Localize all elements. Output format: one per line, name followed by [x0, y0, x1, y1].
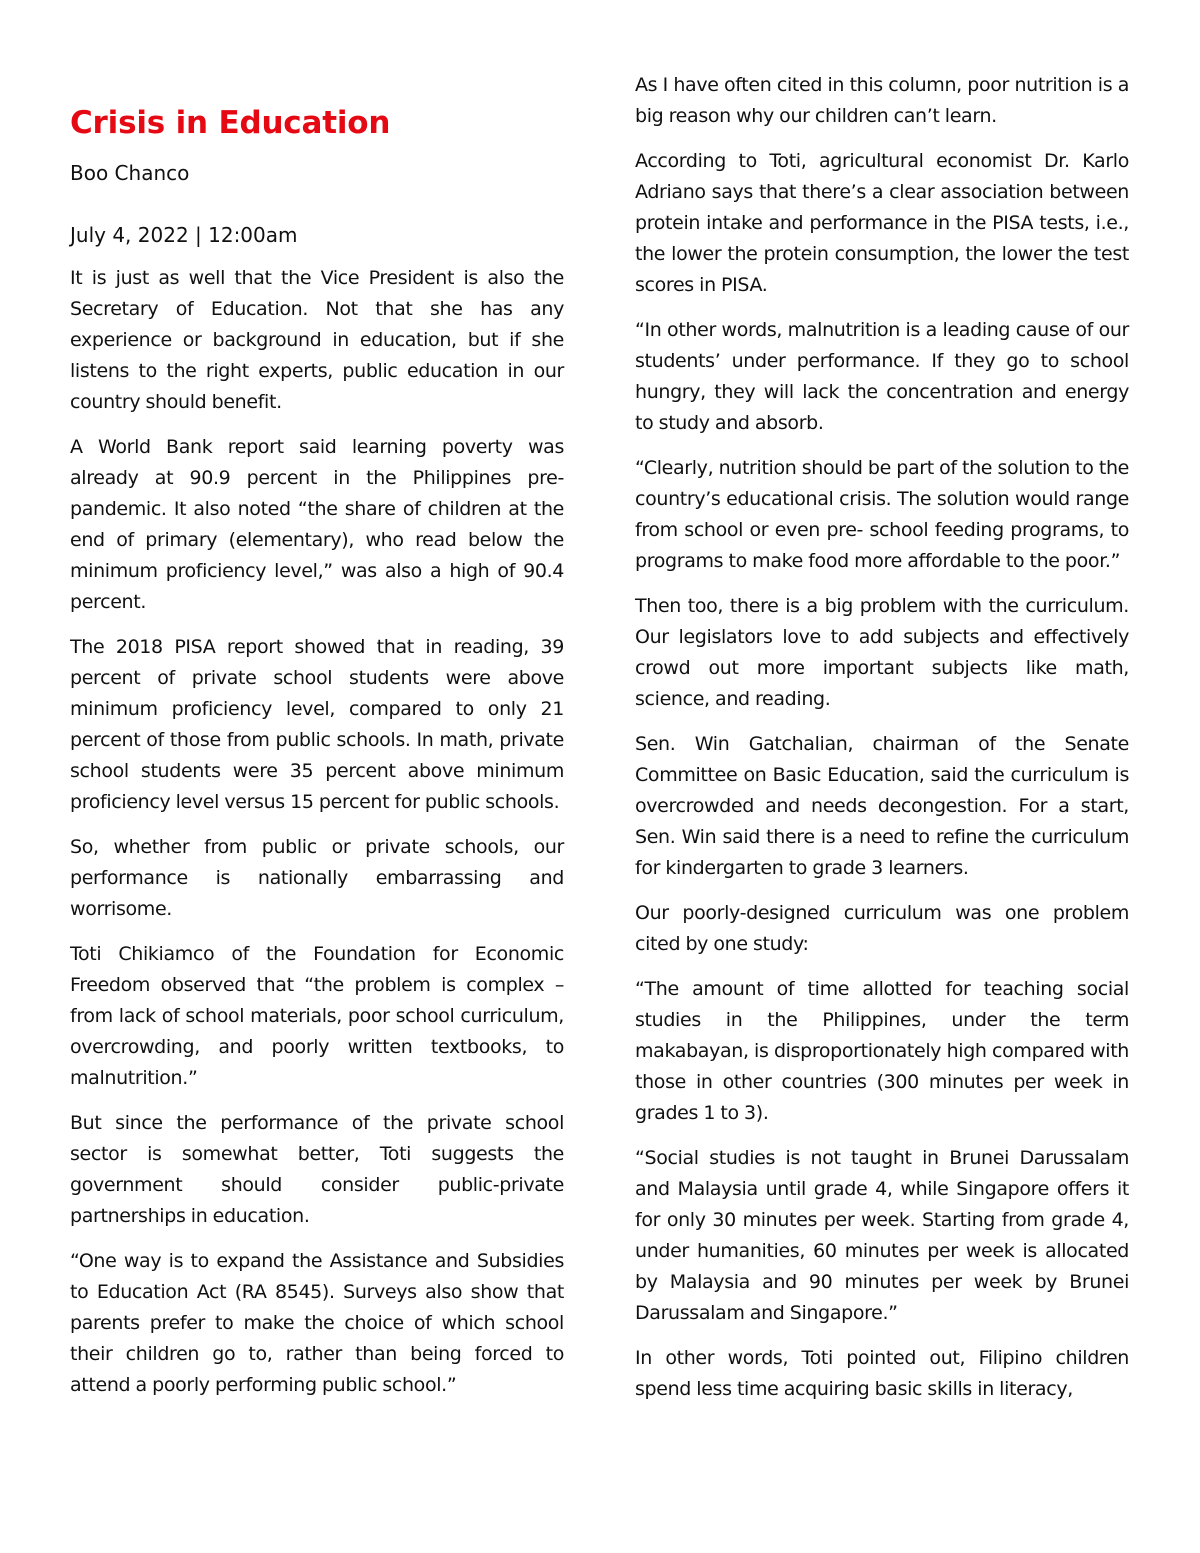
paragraph-nutrition-solution: “Clearly, nutrition should be part of the solution to the country’s educational crisis. The solution would range from school or even pre- school feeding programs, to programs to make food more affordable to the poor.”: [635, 457, 1129, 572]
paragraph-win-gatchalian: Sen. Win Gatchalian, chairman of the Senate Committee on Basic Education, said the curriculum is overcrowded and needs decongestion. For a start, Sen. Win said there is a need to refine the curriculum for kindergarten to grade 3 learners.: [635, 733, 1129, 879]
paragraph-public-private: But since the performance of the private school sector is somewhat better, Toti suggests the government should consider public-private partnerships in education.: [70, 1112, 564, 1227]
article-title: Crisis in Education: [70, 105, 391, 141]
paragraph-protein-intake: According to Toti, agricultural economist Dr. Karlo Adriano says that there’s a clear association between protein intake and performance in the PISA tests, i.e., the lower the protein consumption, the lower the test scores in PISA.: [635, 150, 1129, 296]
article-author: Boo Chanco: [70, 161, 190, 185]
paragraph-poorly-designed: Our poorly-designed curriculum was one problem cited by one study:: [635, 902, 1129, 955]
paragraph-malnutrition: “In other words, malnutrition is a leading cause of our students’ under performance. If they go to school hungry, they will lack the concentration and energy to study and absorb.: [635, 319, 1129, 434]
paragraph-social-studies-comparison: “Social studies is not taught in Brunei Darussalam and Malaysia until grade 4, while Singapore offers it for only 30 minutes per week. Starting from grade 4, under humanities, 60 minutes per week is allocated by Malaysia and 90 minutes per week by Brunei Darussalam and Singapore.”: [635, 1147, 1129, 1324]
paragraph-pisa-report: The 2018 PISA report showed that in reading, 39 percent of private school students were above minimum proficiency level, compared to only 21 percent of those from public schools. In math, private school students were 35 percent above minimum proficiency level versus 15 percent for public schools.: [70, 636, 564, 813]
paragraph-performance: So, whether from public or private schools, our performance is nationally embarrassing and worrisome.: [70, 836, 564, 920]
paragraph-world-bank: A World Bank report said learning poverty was already at 90.9 percent in the Philippines pre-pandemic. It also noted “the share of children at the end of primary (elementary), who read below the minimum proficiency level,” was also a high of 90.4 percent.: [70, 436, 564, 613]
article-date: July 4, 2022 | 12:00am: [70, 223, 298, 247]
left-column: [70, 102, 564, 1401]
paragraph-vice-president: It is just as well that the Vice President is also the Secretary of Education. Not that she has any experience or background in education, but if she listens to the right experts, public education in our country should benefit.: [70, 267, 564, 413]
paragraph-poor-nutrition: As I have often cited in this column, poor nutrition is a big reason why our children can’t learn.: [635, 74, 1129, 127]
paragraph-curriculum-problem: Then too, there is a big problem with the curriculum. Our legislators love to add subjects and effectively crowd out more important subjects like math, science, and reading.: [635, 595, 1129, 710]
paragraph-social-studies-time: “The amount of time allotted for teaching social studies in the Philippines, under the term makabayan, is disproportionately high compared with those in other countries (300 minutes per week in grades 1 to 3).: [635, 978, 1129, 1124]
right-column: [635, 70, 1129, 1405]
paragraph-assistance-subsidies: “One way is to expand the Assistance and Subsidies to Education Act (RA 8545). Surveys also show that parents prefer to make the choice of which school their children go to, rather than being forced to attend a poorly performing public school.”: [70, 1250, 564, 1396]
paragraph-toti-chikiamco: Toti Chikiamco of the Foundation for Economic Freedom observed that “the problem is complex – from lack of school materials, poor school curriculum, overcrowding, and poorly written textbooks, to malnutrition.”: [70, 943, 564, 1089]
paragraph-basic-skills: In other words, Toti pointed out, Filipino children spend less time acquiring basic skills in literacy,: [635, 1347, 1129, 1400]
